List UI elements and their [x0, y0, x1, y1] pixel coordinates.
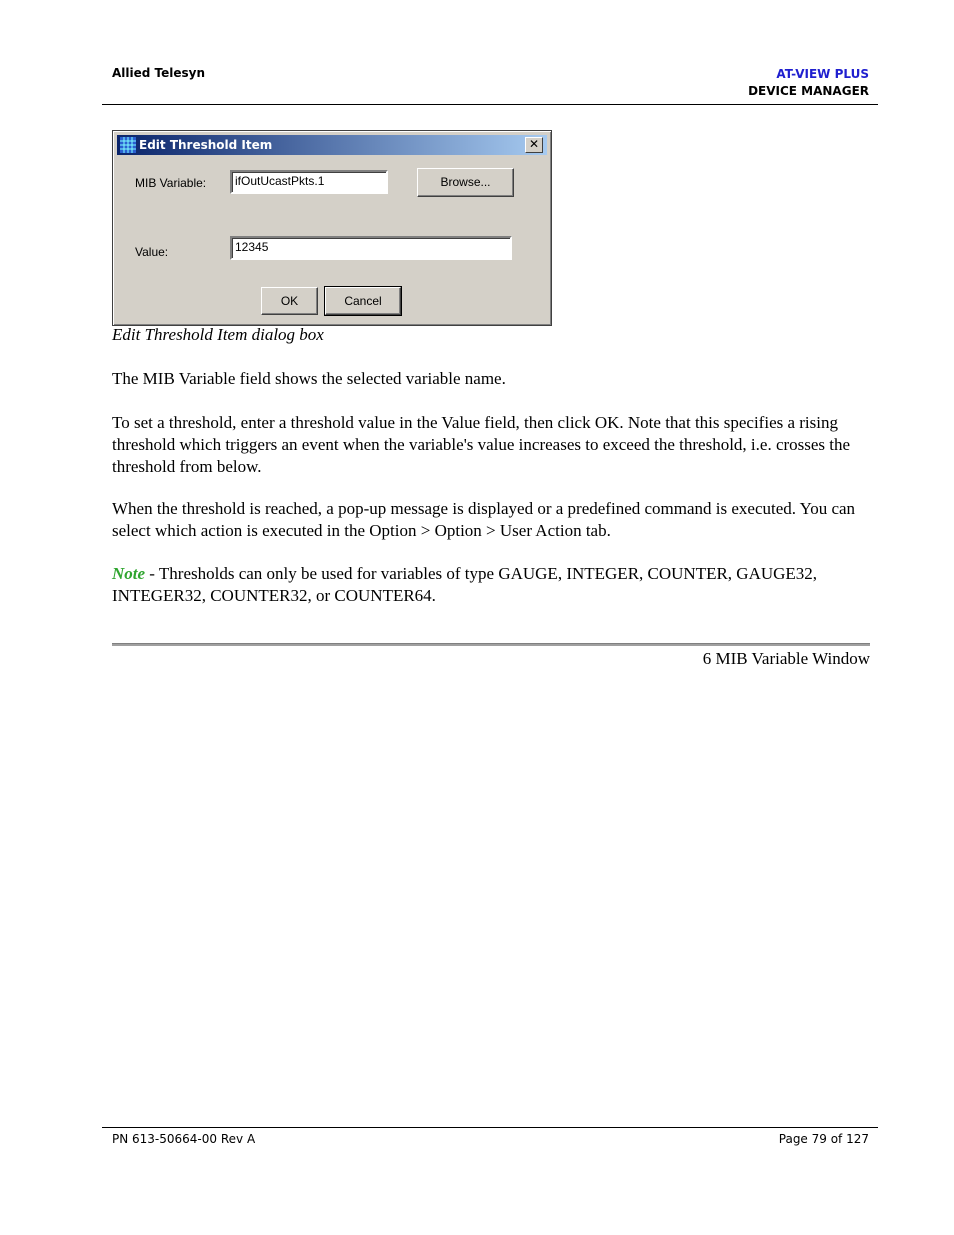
note-paragraph: [112, 563, 872, 607]
part-number: PN 613-50664-00 Rev A: [112, 1132, 256, 1146]
figure-caption: Edit Threshold Item dialog box: [112, 325, 324, 344]
dialog-titlebar: [117, 135, 547, 155]
close-icon[interactable]: ✕: [525, 137, 543, 153]
dialog-title: Edit Threshold Item: [139, 138, 273, 152]
section-footer-title: 6 MIB Variable Window: [702, 649, 870, 668]
note-label: Note: [112, 564, 146, 583]
paragraph-threshold-reached: When the threshold is reached, a pop-up message is displayed or a predefined command is executed. You can select which action is executed in the Option > Option > User Action tab.: [112, 499, 856, 540]
product-title: AT-VIEW PLUS: [776, 67, 869, 81]
value-field[interactable]: 12345: [230, 236, 512, 260]
header-titles: [748, 66, 869, 100]
paragraph-set-threshold: To set a threshold, enter a threshold value in the Value field, then click OK. Note that this specifies a rising threshold which triggers an event when the variable's value increases to exceed the threshold, i.e. crosses the threshold from below.: [112, 413, 851, 476]
cancel-button[interactable]: Cancel: [325, 287, 401, 315]
note-text: - Thresholds can only be used for variables of type GAUGE, INTEGER, COUNTER, GAUGE32, INTEGER32, COUNTER32, or COUNTER64.: [112, 564, 818, 605]
grid-app-icon: [120, 137, 136, 153]
browse-button[interactable]: Browse...: [417, 168, 514, 197]
ok-button[interactable]: OK: [261, 287, 318, 315]
mib-variable-label: MIB Variable:: [135, 176, 207, 190]
company-name: Allied Telesyn: [112, 66, 206, 80]
page-number: Page 79 of 127: [778, 1132, 869, 1146]
footer-divider: [102, 1127, 878, 1128]
section-divider: [112, 643, 870, 646]
value-label: Value:: [135, 245, 169, 259]
mib-variable-field[interactable]: ifOutUcastPkts.1: [230, 170, 388, 194]
section-title: DEVICE MANAGER: [748, 84, 869, 98]
paragraph-mib-variable: The MIB Variable field shows the selected variable name.: [112, 369, 506, 388]
header-divider: [102, 104, 878, 105]
edit-threshold-dialog: [112, 130, 552, 326]
